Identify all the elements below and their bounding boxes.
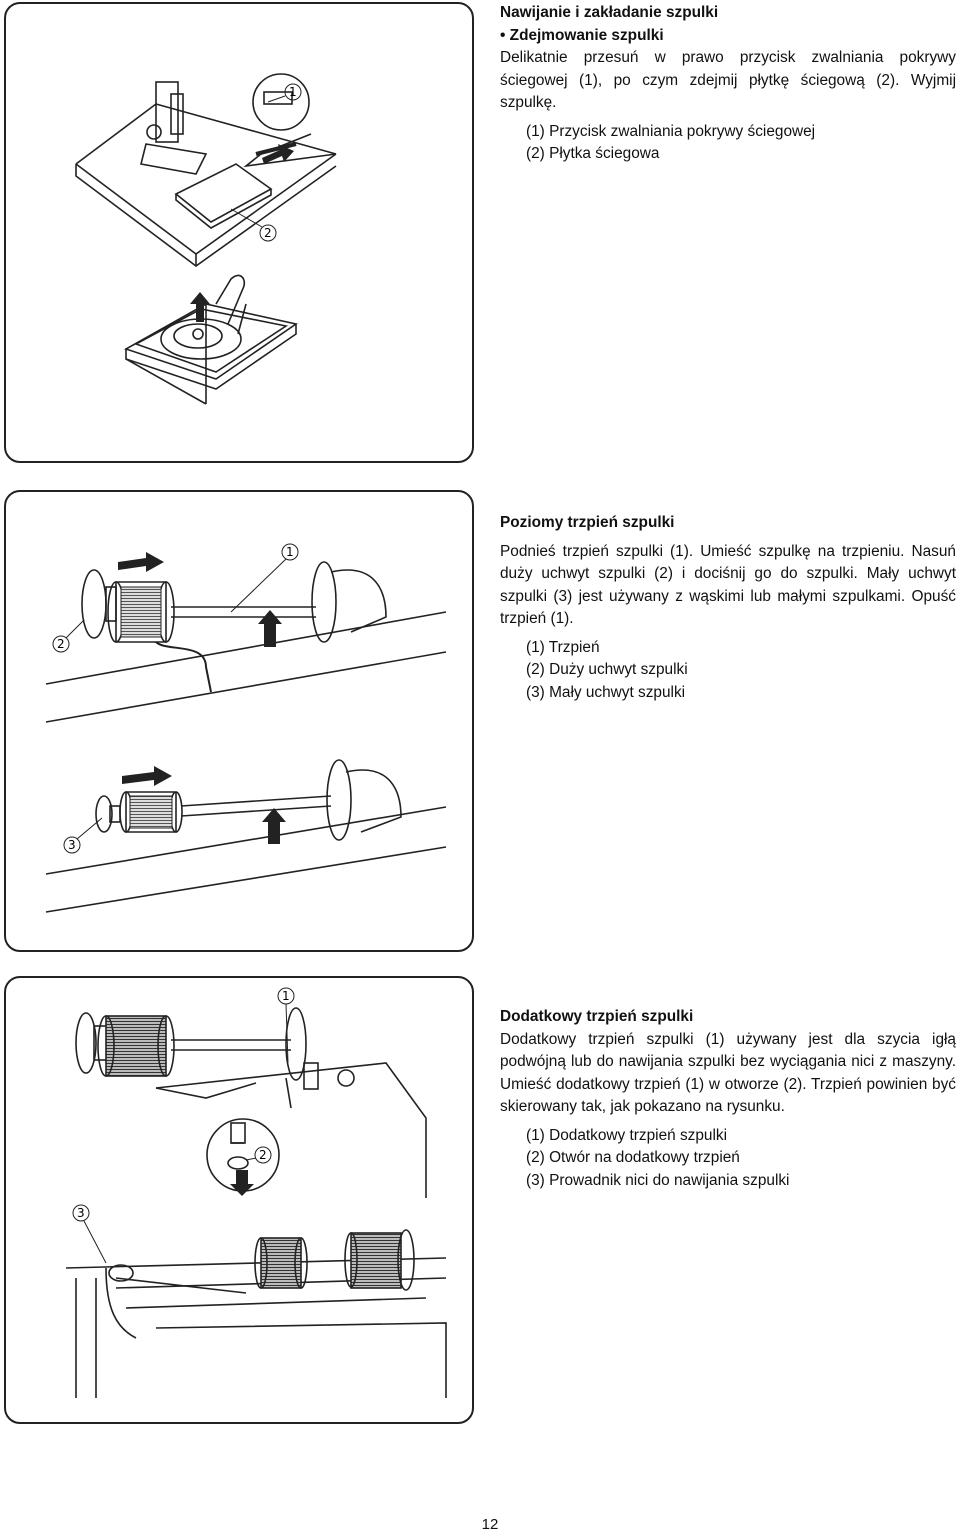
- legend-item: (2) Otwór na dodatkowy trzpień: [526, 1149, 740, 1166]
- section-subtitle: • Zdejmowanie szpulki: [500, 26, 664, 44]
- section-title: Dodatkowy trzpień szpulki: [500, 1008, 694, 1025]
- spool-pin-drawing: [6, 492, 472, 950]
- legend-item: (2) Płytka ściegowa: [526, 145, 660, 162]
- additional-spool-pin-drawing: [6, 978, 472, 1422]
- callout-2: 2: [264, 226, 272, 240]
- callout-3: 3: [77, 1206, 85, 1220]
- remove-bobbin-drawing: [6, 4, 472, 461]
- legend-list: [500, 1125, 956, 1193]
- callout-2: 2: [57, 637, 65, 651]
- illustration-remove-bobbin: [4, 2, 474, 463]
- legend-list: [500, 637, 956, 705]
- section-body: Dodatkowy trzpień szpulki (1) używany jest dla szycia igłą podwójną lub do nawijania szpulki bez wyciągania nici z maszyny. Umieść dodatkowy trzpień (1) w otworze (2). Trzpień powinien być skierowany tak, jak pokazano na rysunku.: [500, 1030, 956, 1115]
- section-body: Delikatnie przesuń w prawo przycisk zwalniania pokrywy ściegowej (1), po czym zdejmij płytkę ściegową (2). Wyjmij szpulkę.: [500, 49, 956, 111]
- section-remove-bobbin: [500, 2, 956, 166]
- legend-item: (2) Duży uchwyt szpulki: [526, 661, 688, 678]
- section-body: Podnieś trzpień szpulki (1). Umieść szpulkę na trzpieniu. Nasuń duży uchwyt szpulki (2) i dociśnij go do szpulki. Mały uchwyt szpulki (3) jest używany z wąskimi lub małymi szpulkami. Opuść trzpień (1).: [500, 542, 956, 627]
- legend-item: (1) Dodatkowy trzpień szpulki: [526, 1126, 728, 1144]
- callout-2: 2: [259, 1148, 267, 1162]
- legend-item: (3) Mały uchwyt szpulki: [526, 683, 686, 701]
- page-number: 12: [481, 1516, 499, 1533]
- section-title: Nawijanie i zakładanie szpulki: [500, 4, 719, 21]
- section-title: Poziomy trzpień szpulki: [500, 514, 675, 531]
- callout-1: 1: [289, 85, 297, 99]
- callout-1: 1: [286, 545, 294, 559]
- illustration-spool-pin: [4, 490, 474, 952]
- legend-item: (1) Przycisk zwalniania pokrywy ściegowej: [526, 122, 816, 140]
- section-additional-spool-pin: [500, 1006, 956, 1192]
- legend-item: (3) Prowadnik nici do nawijania szpulki: [526, 1171, 790, 1189]
- callout-3: 3: [68, 838, 76, 852]
- callout-1: 1: [282, 989, 290, 1003]
- legend-item: (1) Trzpień: [526, 638, 600, 656]
- illustration-additional-spool-pin: [4, 976, 474, 1424]
- section-horizontal-spool-pin: [500, 512, 956, 704]
- legend-list: [500, 121, 956, 166]
